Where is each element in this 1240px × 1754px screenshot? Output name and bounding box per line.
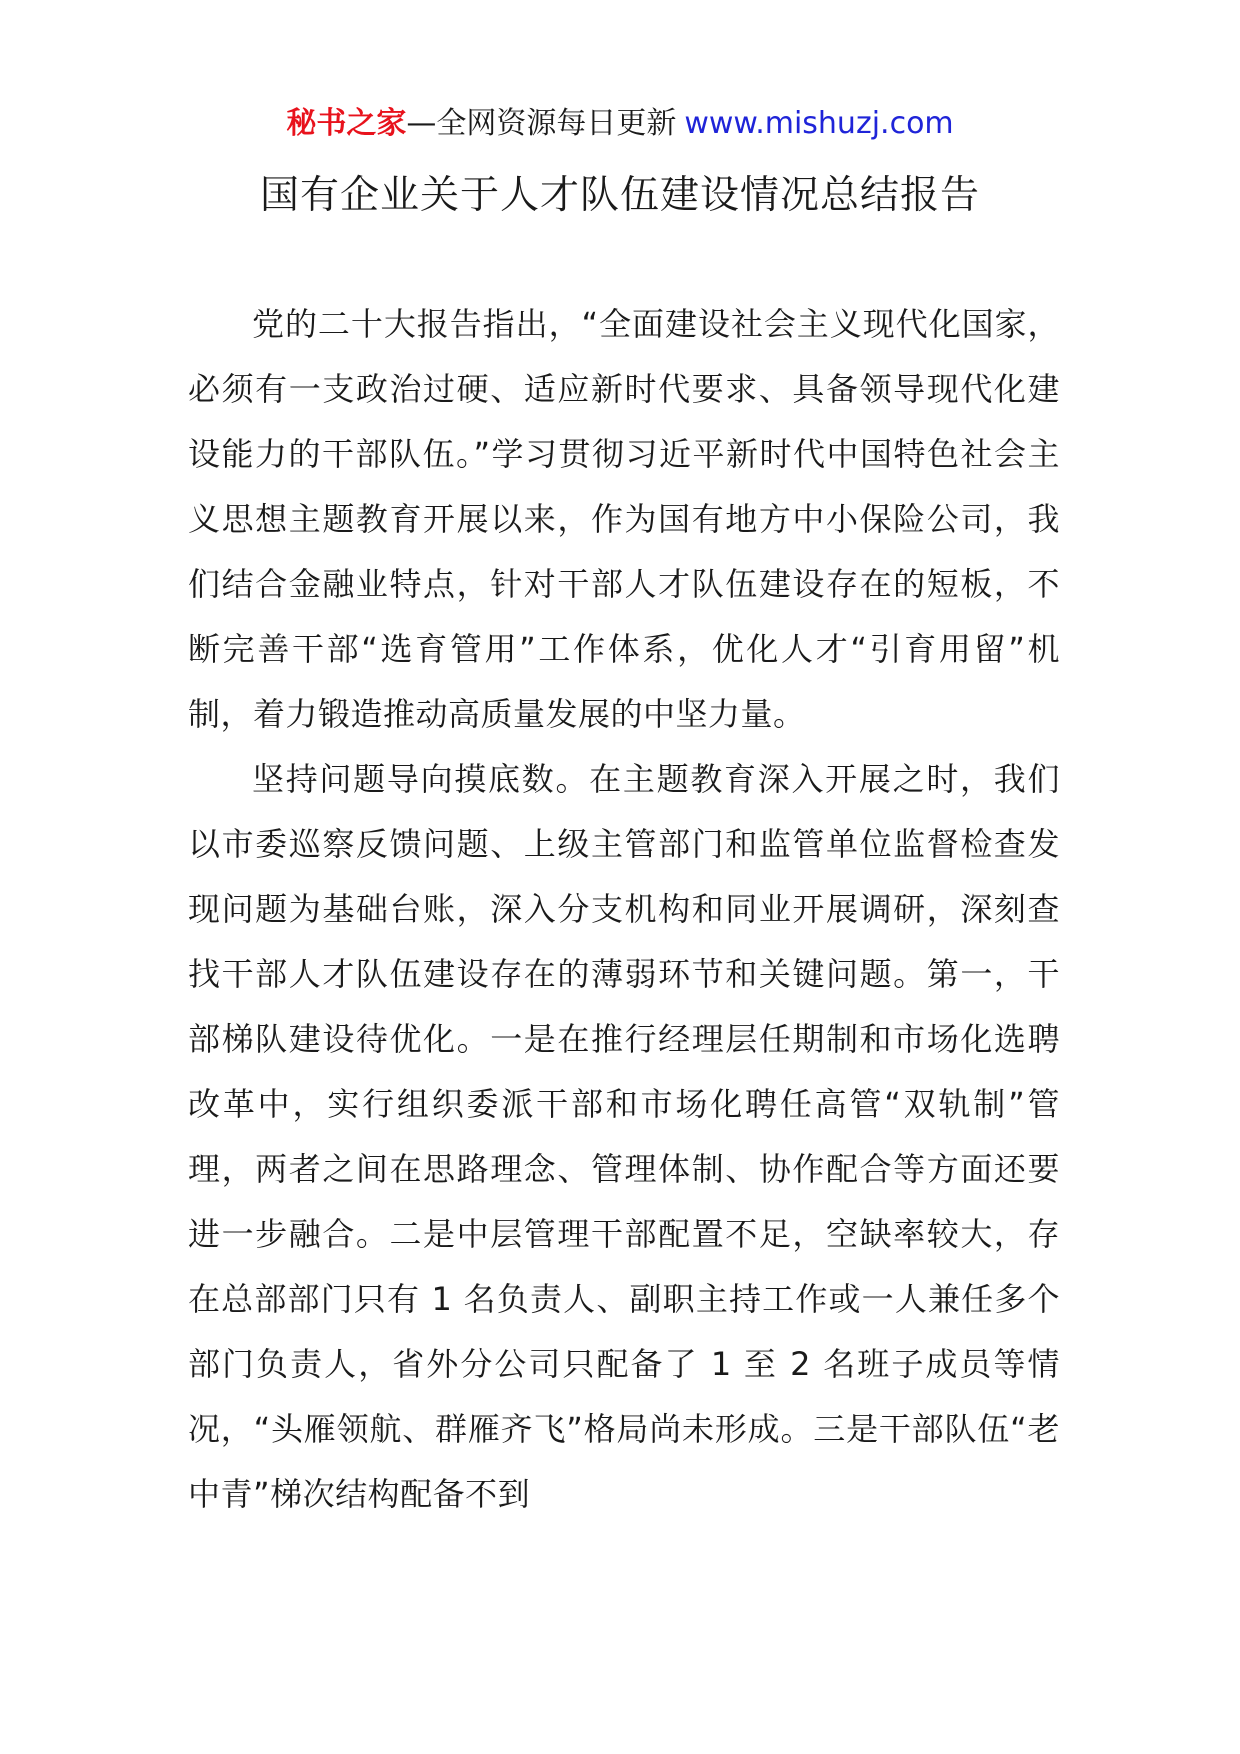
paragraph-problems: 坚持问题导向摸底数。在主题教育深入开展之时，我们以市委巡察反馈问题、上级主管部门和监管单位监督检查发现问题为基础台账，深入分支机构和同业开展调研，深刻查找干部人才队伍建设存在的薄弱环节和关键问题。第一，干部梯队建设待优化。一是在推行经理层任期制和市场化选聘改革中，实行组织委派干部和市场化聘任高管“双轨制”管理，两者之间在思路理念、管理体制、协作配合等方面还要进一步融合。二是中层管理干部配置不足，空缺率较大，存在总部部门只有 1 名负责人、副职主持工作或一人兼任多个部门负责人，省外分公司只配备了 1 至 2 名班子成员等情况，“头雁领航、群雁齐飞”格局尚未形成。三是干部队伍“老中青”梯次结构配备不到 [188, 760, 1060, 1513]
header-slogan: —全网资源每日更新 [406, 106, 677, 141]
site-link[interactable]: www.mishuzj.com [684, 106, 954, 141]
brand-name: 秘书之家 [286, 106, 407, 141]
paragraph-intro: 党的二十大报告指出，“全面建设社会主义现代化国家，必须有一支政治过硬、适应新时代要求、具备领导现代化建设能力的干部队伍。”学习贯彻习近平新时代中国特色社会主义思想主题教育开展以来，作为国有地方中小保险公司，我们结合金融业特点，针对干部人才队伍建设存在的短板，不断完善干部“选育管用”工作体系，优化人才“引育用留”机制，着力锻造推动高质量发展的中坚力量。 [188, 305, 1060, 733]
document-title: 国有企业关于人才队伍建设情况总结报告 [259, 173, 980, 218]
site-header [0, 100, 1240, 148]
document-body [188, 292, 1060, 1527]
